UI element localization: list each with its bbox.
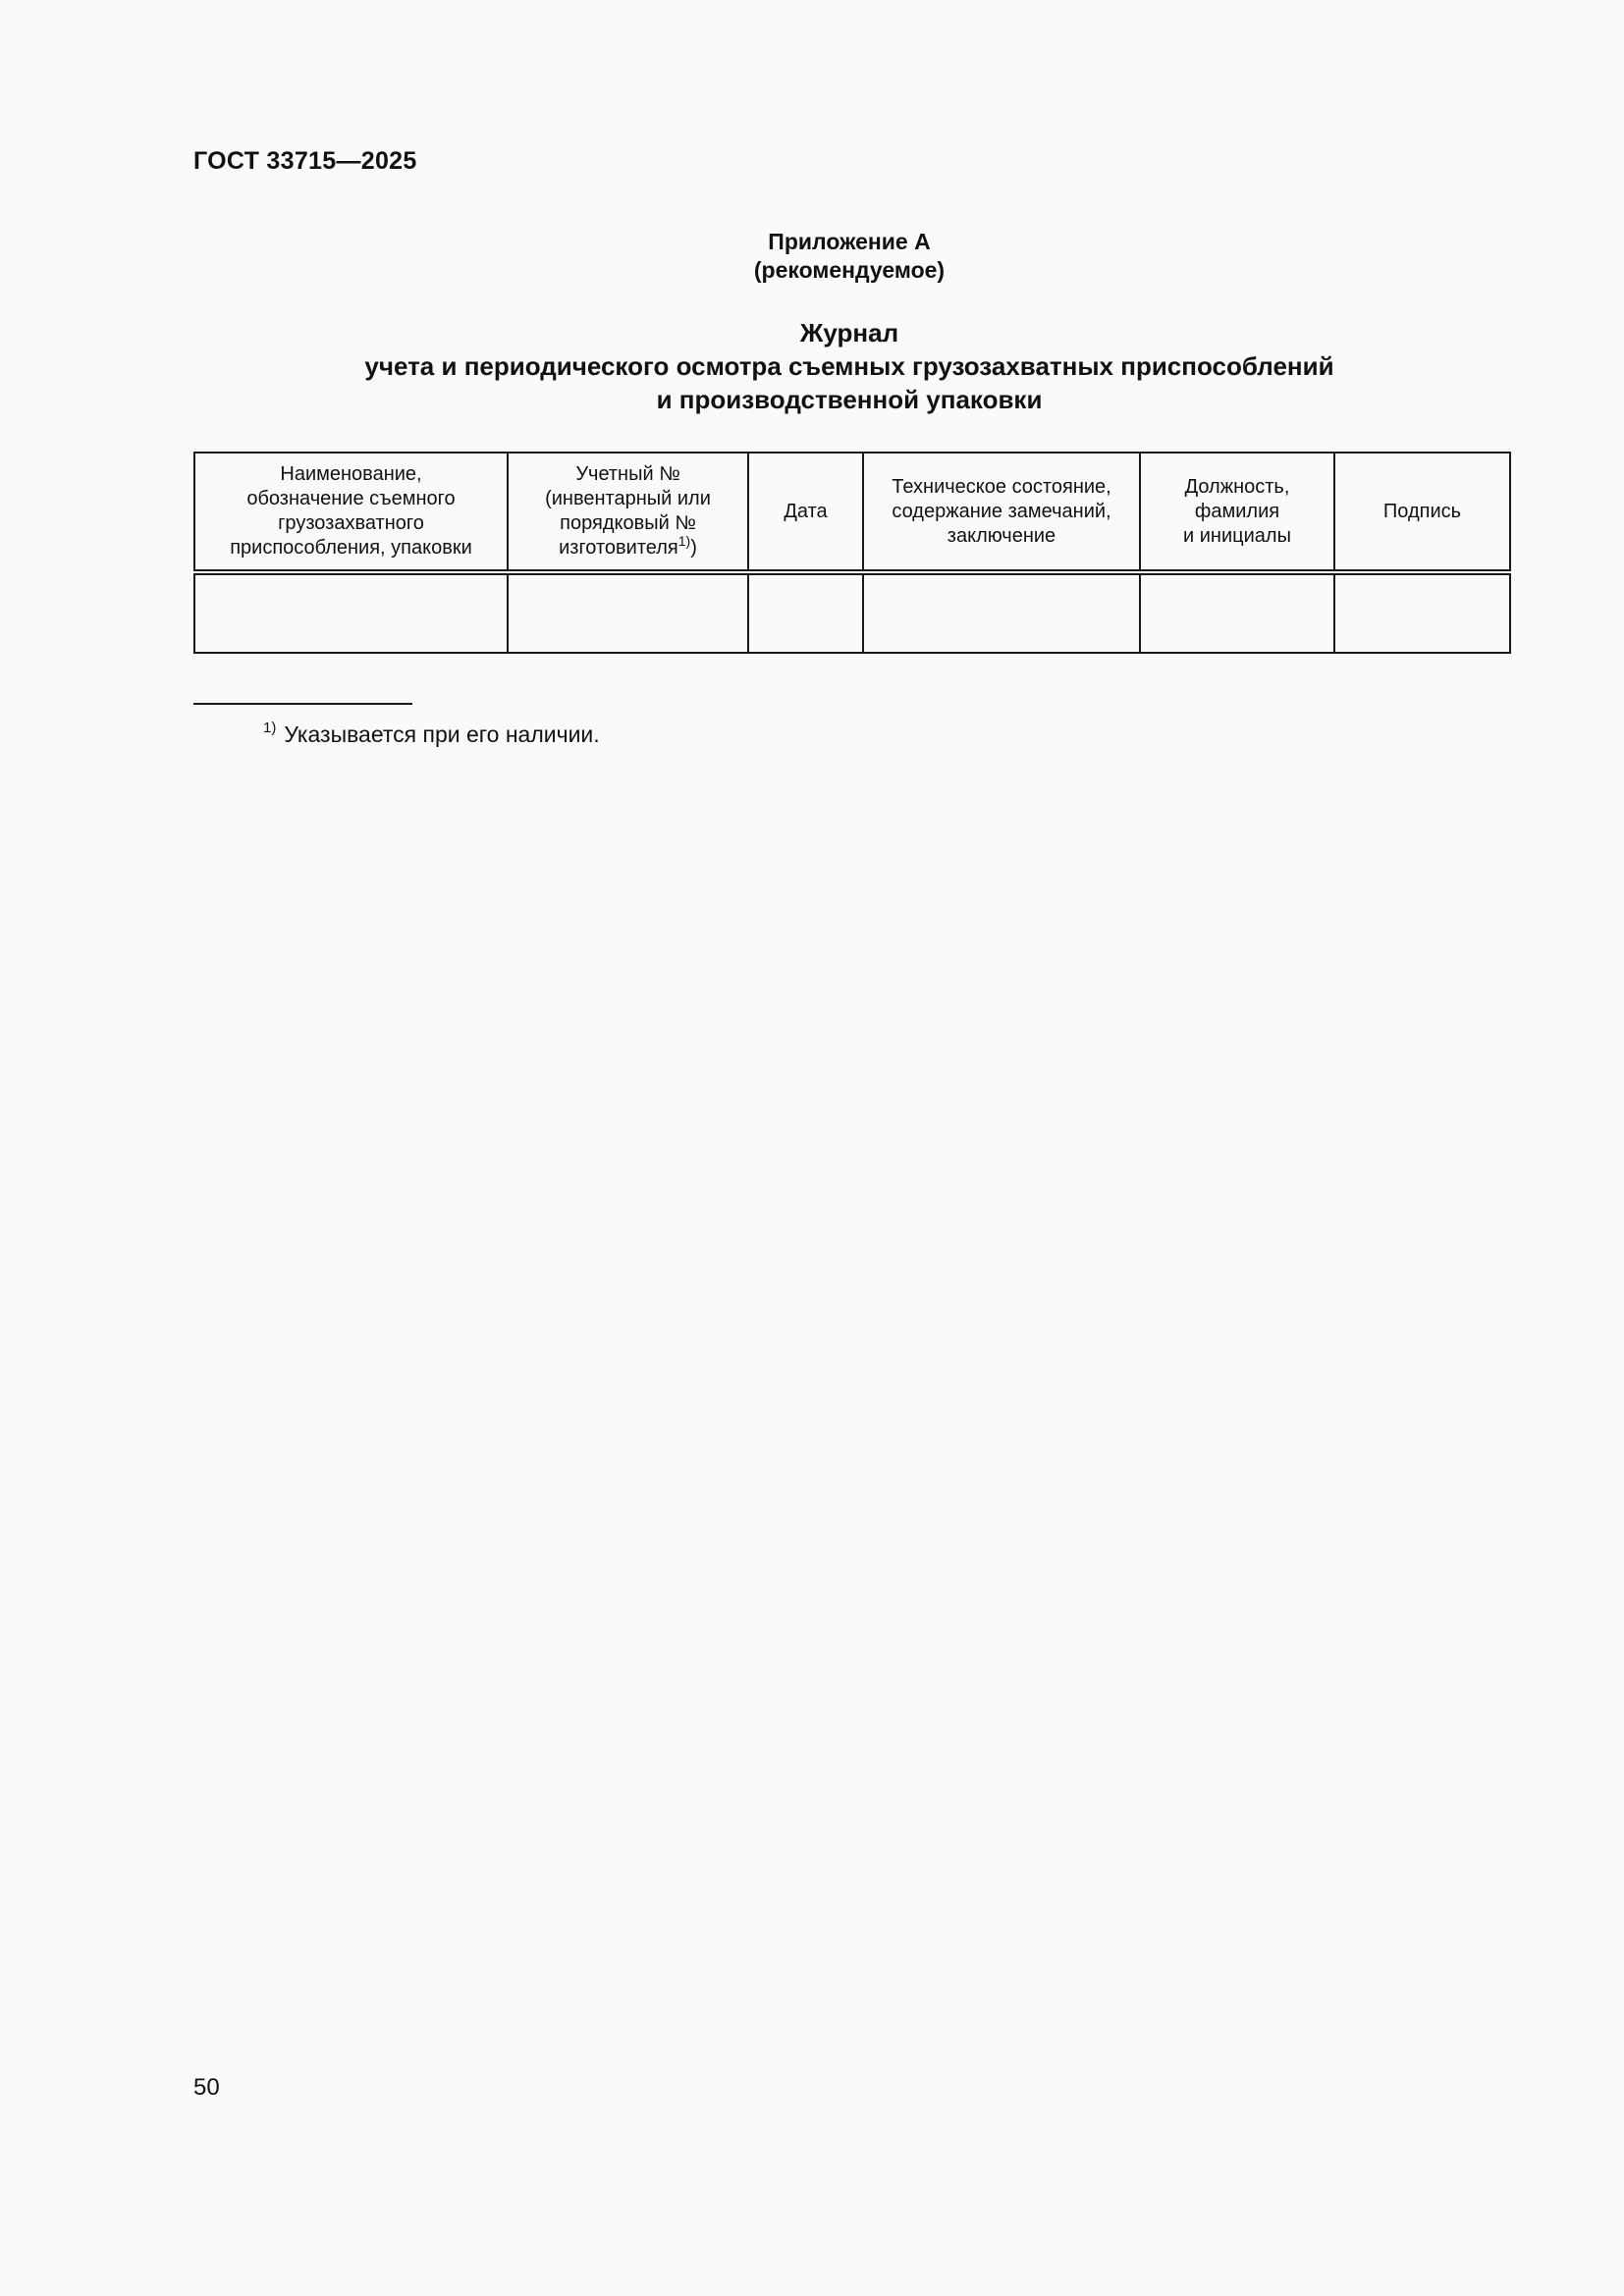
footnote-mark: 1) [263,720,277,736]
page-number: 50 [193,2074,220,2101]
appendix-status: (рекомендуемое) [753,257,946,283]
journal-title: Журнал [799,318,899,347]
column-header-name: Наименование, обозначение съемного грузозахватного приспособления, упаковки [194,453,508,572]
table-cell [863,572,1140,653]
journal-subtitle-line-1: учета и периодического осмотра съемных грузозахватных приспособлений [364,351,1334,381]
journal-table [193,452,1511,654]
footnote [263,714,600,749]
journal-table-container [193,452,1509,654]
table-header [194,453,1510,572]
document-code: ГОСТ 33715—2025 [193,147,417,175]
column-header-account-number: Учетный № (инвентарный или порядковый № изготовителя$^{1)}$) [508,453,748,572]
table-cell [1334,572,1510,653]
table-body [194,572,1510,653]
column-header-technical-condition: Техническое состояние, содержание замечаний, заключение [863,453,1140,572]
column-header-date: Дата [748,453,863,572]
header-row [194,453,1510,572]
footnote-reference: 1) [677,533,691,549]
table-cell [1140,572,1334,653]
table-row [194,572,1510,653]
table-cell [748,572,863,653]
table-cell [194,572,508,653]
column-header-signature: Подпись [1334,453,1510,572]
footnote-text: Указывается при его наличии. [284,721,600,747]
table-cell [508,572,748,653]
journal-subtitle-line-2: и производственной упаковки [656,385,1043,414]
appendix-title: Приложение А [768,229,931,254]
column-header-position-name: Должность, фамилия и инициалы [1140,453,1334,572]
footnote-separator [193,703,412,705]
